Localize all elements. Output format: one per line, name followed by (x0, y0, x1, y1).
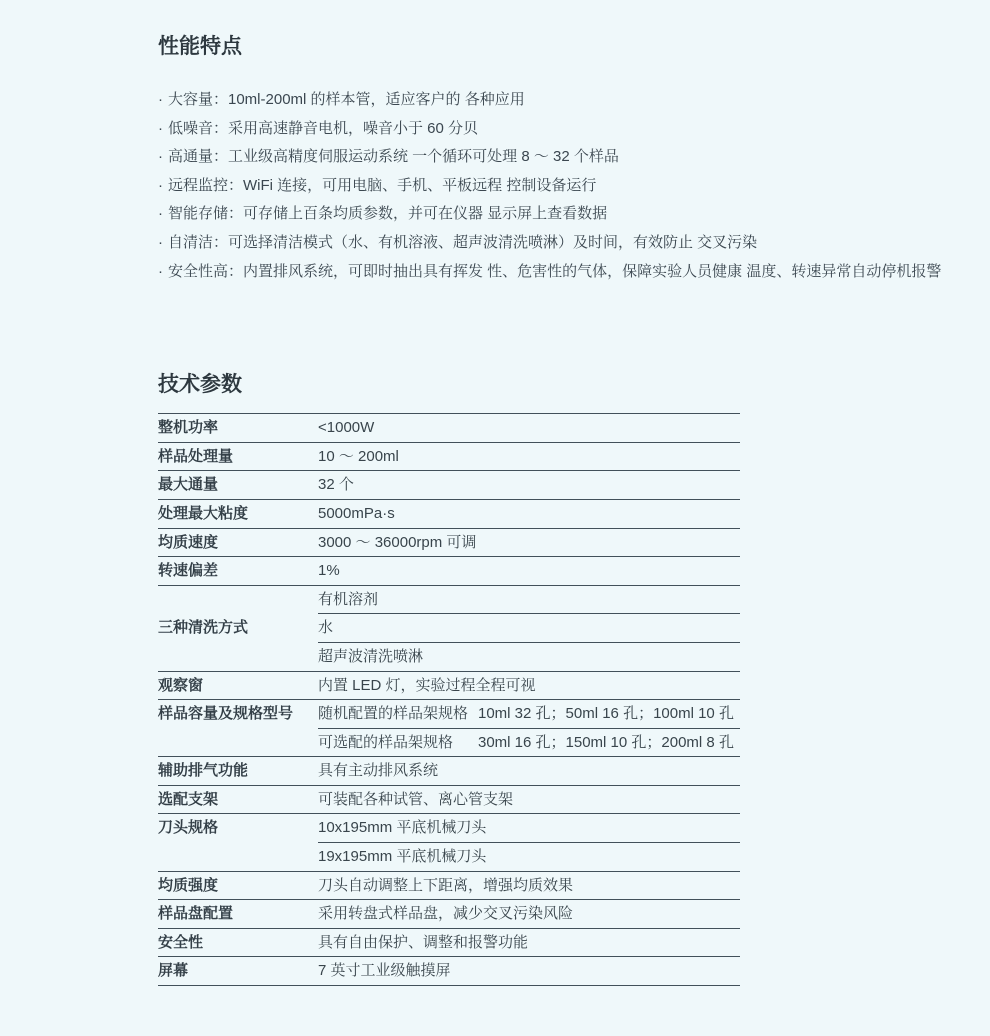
feature-text: 智能存储：可存储上百条均质参数，并可在仪器 显示屏上查看数据 (168, 205, 608, 223)
spec-row (158, 671, 740, 700)
feature-item (158, 258, 970, 287)
spec-value-detail: 10ml 32 孔；50ml 16 孔；100ml 10 孔 (478, 705, 734, 723)
feature-item (158, 229, 970, 258)
spec-row (158, 871, 740, 900)
spec-label: 整机功率 (158, 414, 318, 443)
spec-row (158, 700, 740, 729)
spec-value: 有机溶剂 (318, 585, 740, 614)
spec-value: <1000W (318, 414, 740, 443)
spec-value (318, 728, 740, 757)
spec-label: 均质强度 (158, 871, 318, 900)
spec-value: 具有主动排风系统 (318, 757, 740, 786)
spec-value: 32 个 (318, 471, 740, 500)
spec-label: 屏幕 (158, 957, 318, 986)
feature-item (158, 115, 970, 144)
spec-row (158, 414, 740, 443)
bullet-icon: · (158, 91, 163, 108)
spec-label: 辅助排气功能 (158, 757, 318, 786)
spec-value: 10x195mm 平底机械刀头 (318, 814, 740, 843)
spec-row (158, 785, 740, 814)
bullet-icon: · (158, 148, 163, 166)
spec-row (158, 442, 740, 471)
spec-value: 可装配各种试管、离心管支架 (318, 785, 740, 814)
feature-item (158, 143, 970, 172)
spec-row (158, 585, 740, 614)
feature-item (158, 172, 970, 201)
spec-value: 具有自由保护、调整和报警功能 (318, 928, 740, 957)
feature-item (158, 200, 970, 229)
spec-value (318, 700, 740, 729)
spec-value: 3000 ～ 36000rpm 可调 (318, 528, 740, 557)
spec-label: 选配支架 (158, 785, 318, 814)
spec-label: 样品处理量 (158, 442, 318, 471)
bullet-icon: · (158, 176, 163, 194)
spec-value: 内置 LED 灯，实验过程全程可视 (318, 671, 740, 700)
spec-label: 处理最大粘度 (158, 499, 318, 528)
bullet-icon: · (158, 233, 163, 251)
bullet-icon: · (158, 119, 163, 137)
feature-text: 远程监控：WiFi 连接，可用电脑、手机、平板远程 控制设备运行 (168, 176, 597, 194)
spec-label: 安全性 (158, 928, 318, 957)
spec-value: 超声波清洗喷淋 (318, 642, 740, 671)
spec-row (158, 499, 740, 528)
spec-value: 采用转盘式样品盘，减少交叉污染风险 (318, 900, 740, 929)
feature-item (158, 86, 970, 115)
spec-value: 水 (318, 614, 740, 643)
feature-text: 高通量：工业级高精度伺服运动系统 一个循环可处理 8 ～ 32 个样品 (168, 148, 619, 166)
spec-value: 5000mPa·s (318, 499, 740, 528)
spec-row (158, 928, 740, 957)
spec-row (158, 557, 740, 586)
spec-value: 刀头自动调整上下距离，增强均质效果 (318, 871, 740, 900)
spec-row (158, 471, 740, 500)
spec-row (158, 814, 740, 843)
spec-label: 观察窗 (158, 671, 318, 700)
spec-value: 19x195mm 平底机械刀头 (318, 843, 740, 872)
spec-label: 三种清洗方式 (158, 585, 318, 671)
specs-title: 技术参数 (158, 373, 242, 397)
spec-label: 最大通量 (158, 471, 318, 500)
spec-value: 7 英寸工业级触摸屏 (318, 957, 740, 986)
spec-label: 转速偏差 (158, 557, 318, 586)
spec-row (158, 900, 740, 929)
spec-value-detail: 30ml 16 孔；150ml 10 孔；200ml 8 孔 (478, 733, 734, 751)
spec-label: 刀头规格 (158, 814, 318, 871)
specs-table (158, 413, 740, 986)
spec-label: 均质速度 (158, 528, 318, 557)
spec-row (158, 957, 740, 986)
spec-label: 样品盘配置 (158, 900, 318, 929)
features-title: 性能特点 (158, 35, 242, 58)
feature-text: 安全性高：内置排风系统，可即时抽出具有挥发 性、危害性的气体，保障实验人员健康 温度、转速异常自动停机报警 (168, 262, 942, 280)
feature-text: 低噪音：采用高速静音电机，噪音小于 60 分贝 (168, 119, 479, 137)
spec-label: 样品容量及规格型号 (158, 700, 318, 757)
feature-text: 大容量：10ml-200ml 的样本管，适应客户的 各种应用 (168, 91, 525, 108)
spec-value: 1% (318, 557, 740, 586)
spec-value-prefix: 可选配的样品架规格 (318, 733, 454, 751)
spec-value: 10 ～ 200ml (318, 442, 740, 471)
spec-row (158, 757, 740, 786)
feature-list (158, 86, 970, 286)
spec-value-prefix: 随机配置的样品架规格 (318, 705, 469, 723)
bullet-icon: · (158, 262, 163, 280)
feature-text: 自清洁：可选择清洁模式（水、有机溶液、超声波清洗喷淋）及时间，有效防止 交叉污染 (168, 233, 758, 251)
spec-row (158, 528, 740, 557)
bullet-icon: · (158, 205, 163, 223)
